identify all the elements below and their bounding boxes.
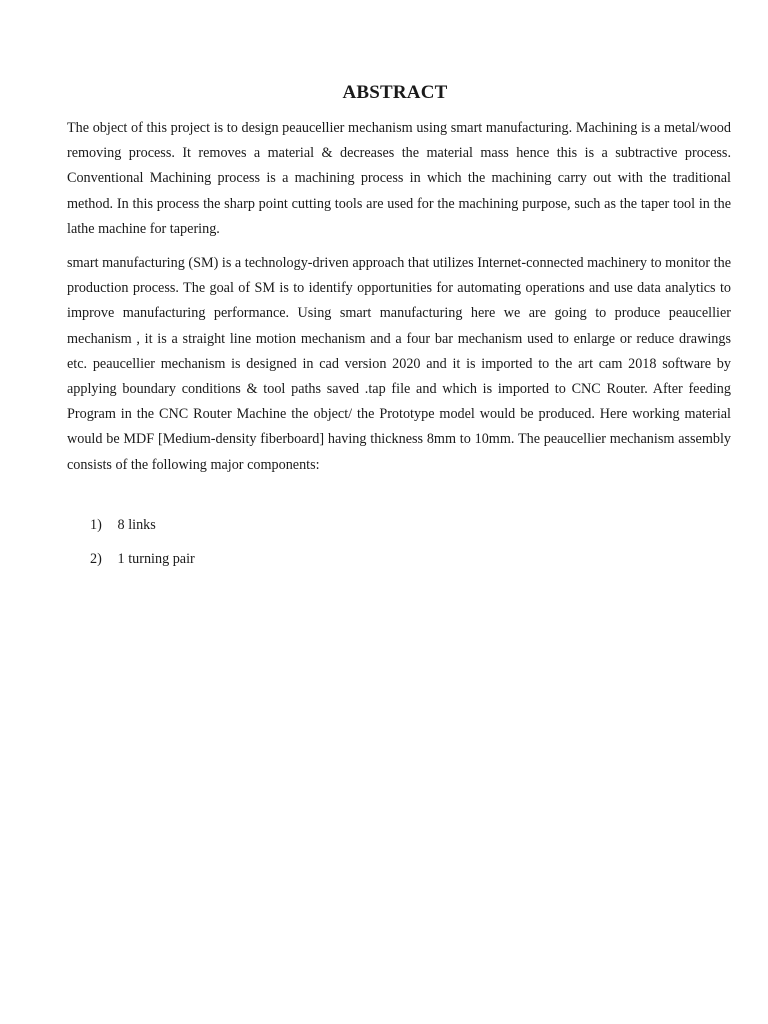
list-item — [90, 547, 195, 581]
list-item-text: 1 turning pair — [117, 551, 195, 567]
abstract-heading: ABSTRACT — [342, 82, 448, 103]
list-item — [90, 513, 195, 547]
list-item-number: 1) — [90, 517, 102, 533]
abstract-paragraph-2: smart manufacturing (SM) is a technology-driven approach that utilizes Internet-connected machinery to monitor the production process. The goal of SM is to identify opportunities for automating operations and use data analytics to improve manufacturing performance. Using smart manufacturing here we are going to produce peaucellier mechanism , it is a straight line motion mechanism and a four bar mechanism used to enlarge or reduce drawings etc. peaucellier mechanism is designed in cad version 2020 and it is imported to the art cam 2018 software by applying boundary conditions & tool paths saved .tap file and which is imported to CNC Router. After feeding Program in the CNC Router Machine the object/ the Prototype model would be produced. Here working material would be MDF [Medium-density fiberboard] having thickness 8mm to 10mm. The peaucellier mechanism assembly consists of the following major components: — [67, 255, 731, 473]
components-list — [90, 513, 195, 581]
list-item-number: 2) — [90, 551, 102, 567]
abstract-paragraph-1: The object of this project is to design peaucellier mechanism using smart manufacturing. Machining is a metal/wood removing process. It removes a material & decreases the material mass hence this is a subtractive process. Conventional Machining process is a machining process in which the machining carry out with the traditional method. In this process the sharp point cutting tools are used for the machining purpose, such as the taper tool in the lathe machine for tapering. — [67, 120, 731, 237]
list-item-text: 8 links — [117, 517, 156, 533]
